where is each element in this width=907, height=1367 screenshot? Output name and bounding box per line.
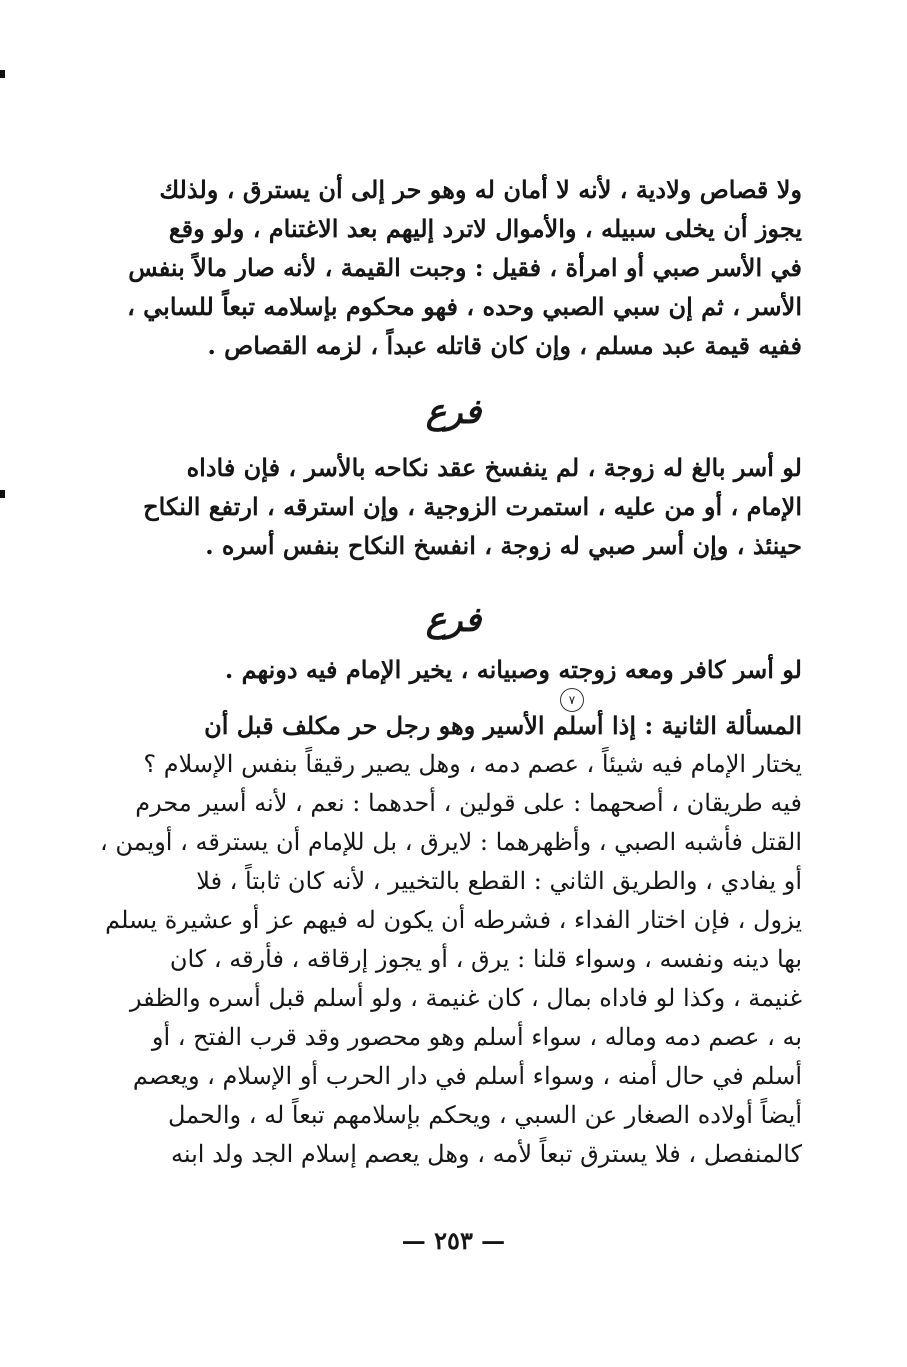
section-heading-far: فرع (425, 600, 482, 640)
paragraph-4 (96, 706, 802, 1174)
page-number: — ٢٥٣ — (401, 1226, 506, 1255)
text-line: حينئذ ، وإن أسر صبي له زوجة ، انفسخ النكاح بنفس أسره . (205, 531, 802, 560)
text-line: ولا قصاص ولادية ، لأنه لا أمان له وهو حر إلى أن يسترق ، ولذلك (159, 175, 802, 204)
text-line: لو أسر كافر ومعه زوجته وصبيانه ، يخير الإمام فيه دونهم . (224, 655, 802, 684)
text-line: في الأسر صبي أو امرأة ، فقيل : وجبت القيمة ، لأنه صار مالاً بنفس (128, 253, 802, 282)
text-line: بها دينه ونفسه ، وسواء قلنا : يرق ، أو يجوز إرقاقه ، فأرقه ، كان (169, 945, 802, 973)
text-line: القتل فأشبه الصبي ، وأظهرهما : لايرق ، بل للإمام أن يسترقه ، أويمن ، (100, 828, 802, 856)
paragraph-3 (96, 650, 802, 689)
text-line: الأسر ، ثم إن سبي الصبي وحده ، فهو محكوم بإسلامه تبعاً للسابي ، (127, 292, 802, 321)
scan-edge-mark (0, 490, 5, 498)
text-line: أسلم في حال أمنه ، وسواء أسلم في دار الحرب أو الإسلام ، ويعصم (132, 1062, 802, 1090)
text-line: يختار الإمام فيه شيئاً ، عصم دمه ، وهل يصير رقيقاً بنفس الإسلام ؟ (143, 750, 802, 778)
text-line: الإمام ، أو من عليه ، استمرت الزوجية ، وإن استرقه ، ارتفع النكاح (143, 492, 802, 521)
text-line: أيضاً أولاده الصغار عن السبي ، ويحكم بإسلامهم تبعاً له ، والحمل (168, 1101, 802, 1129)
scan-edge-mark (0, 70, 5, 78)
text-line: أو يفادي ، والطريق الثاني : القطع بالتخيير ، لأنه كان ثابتاً ، فلا (196, 867, 802, 895)
text-line: يزول ، فإن اختار الفداء ، فشرطه أن يكون له فيهم عز أو عشيرة يسلم (105, 906, 802, 934)
text-line: لو أسر بالغ له زوجة ، لم ينفسخ عقد نكاحه بالأسر ، فإن فاداه (186, 453, 802, 482)
paragraph-1 (96, 170, 802, 365)
paragraph-2 (96, 448, 802, 565)
handwritten-circled-number: ٧ (560, 688, 584, 712)
text-line: يجوز أن يخلى سبيله ، والأموال لاترد إليهم بعد الاغتنام ، ولو وقع (168, 214, 802, 243)
text-line: به ، عصم دمه وماله ، سواء أسلم وهو محصور وقد قرب الفتح ، أو (151, 1023, 802, 1051)
text-line: كالمنفصل ، فلا يسترق تبعاً لأمه ، وهل يعصم إسلام الجد ولد ابنه (171, 1140, 802, 1168)
text-line: ففيه قيمة عبد مسلم ، وإن كان قاتله عبداً ، لزمه القصاص . (207, 331, 802, 360)
text-line: المسألة الثانية : إذا أسلم الأسير وهو رجل حر مكلف قبل أن (204, 711, 802, 740)
text-line: فيه طريقان ، أصحهما : على قولين ، أحدهما : نعم ، لأنه أسير محرم (135, 789, 802, 817)
section-heading-far: فرع (425, 392, 482, 432)
text-line: غنيمة ، وكذا لو فاداه بمال ، كان غنيمة ، ولو أسلم قبل أسره والظفر (129, 984, 802, 1012)
